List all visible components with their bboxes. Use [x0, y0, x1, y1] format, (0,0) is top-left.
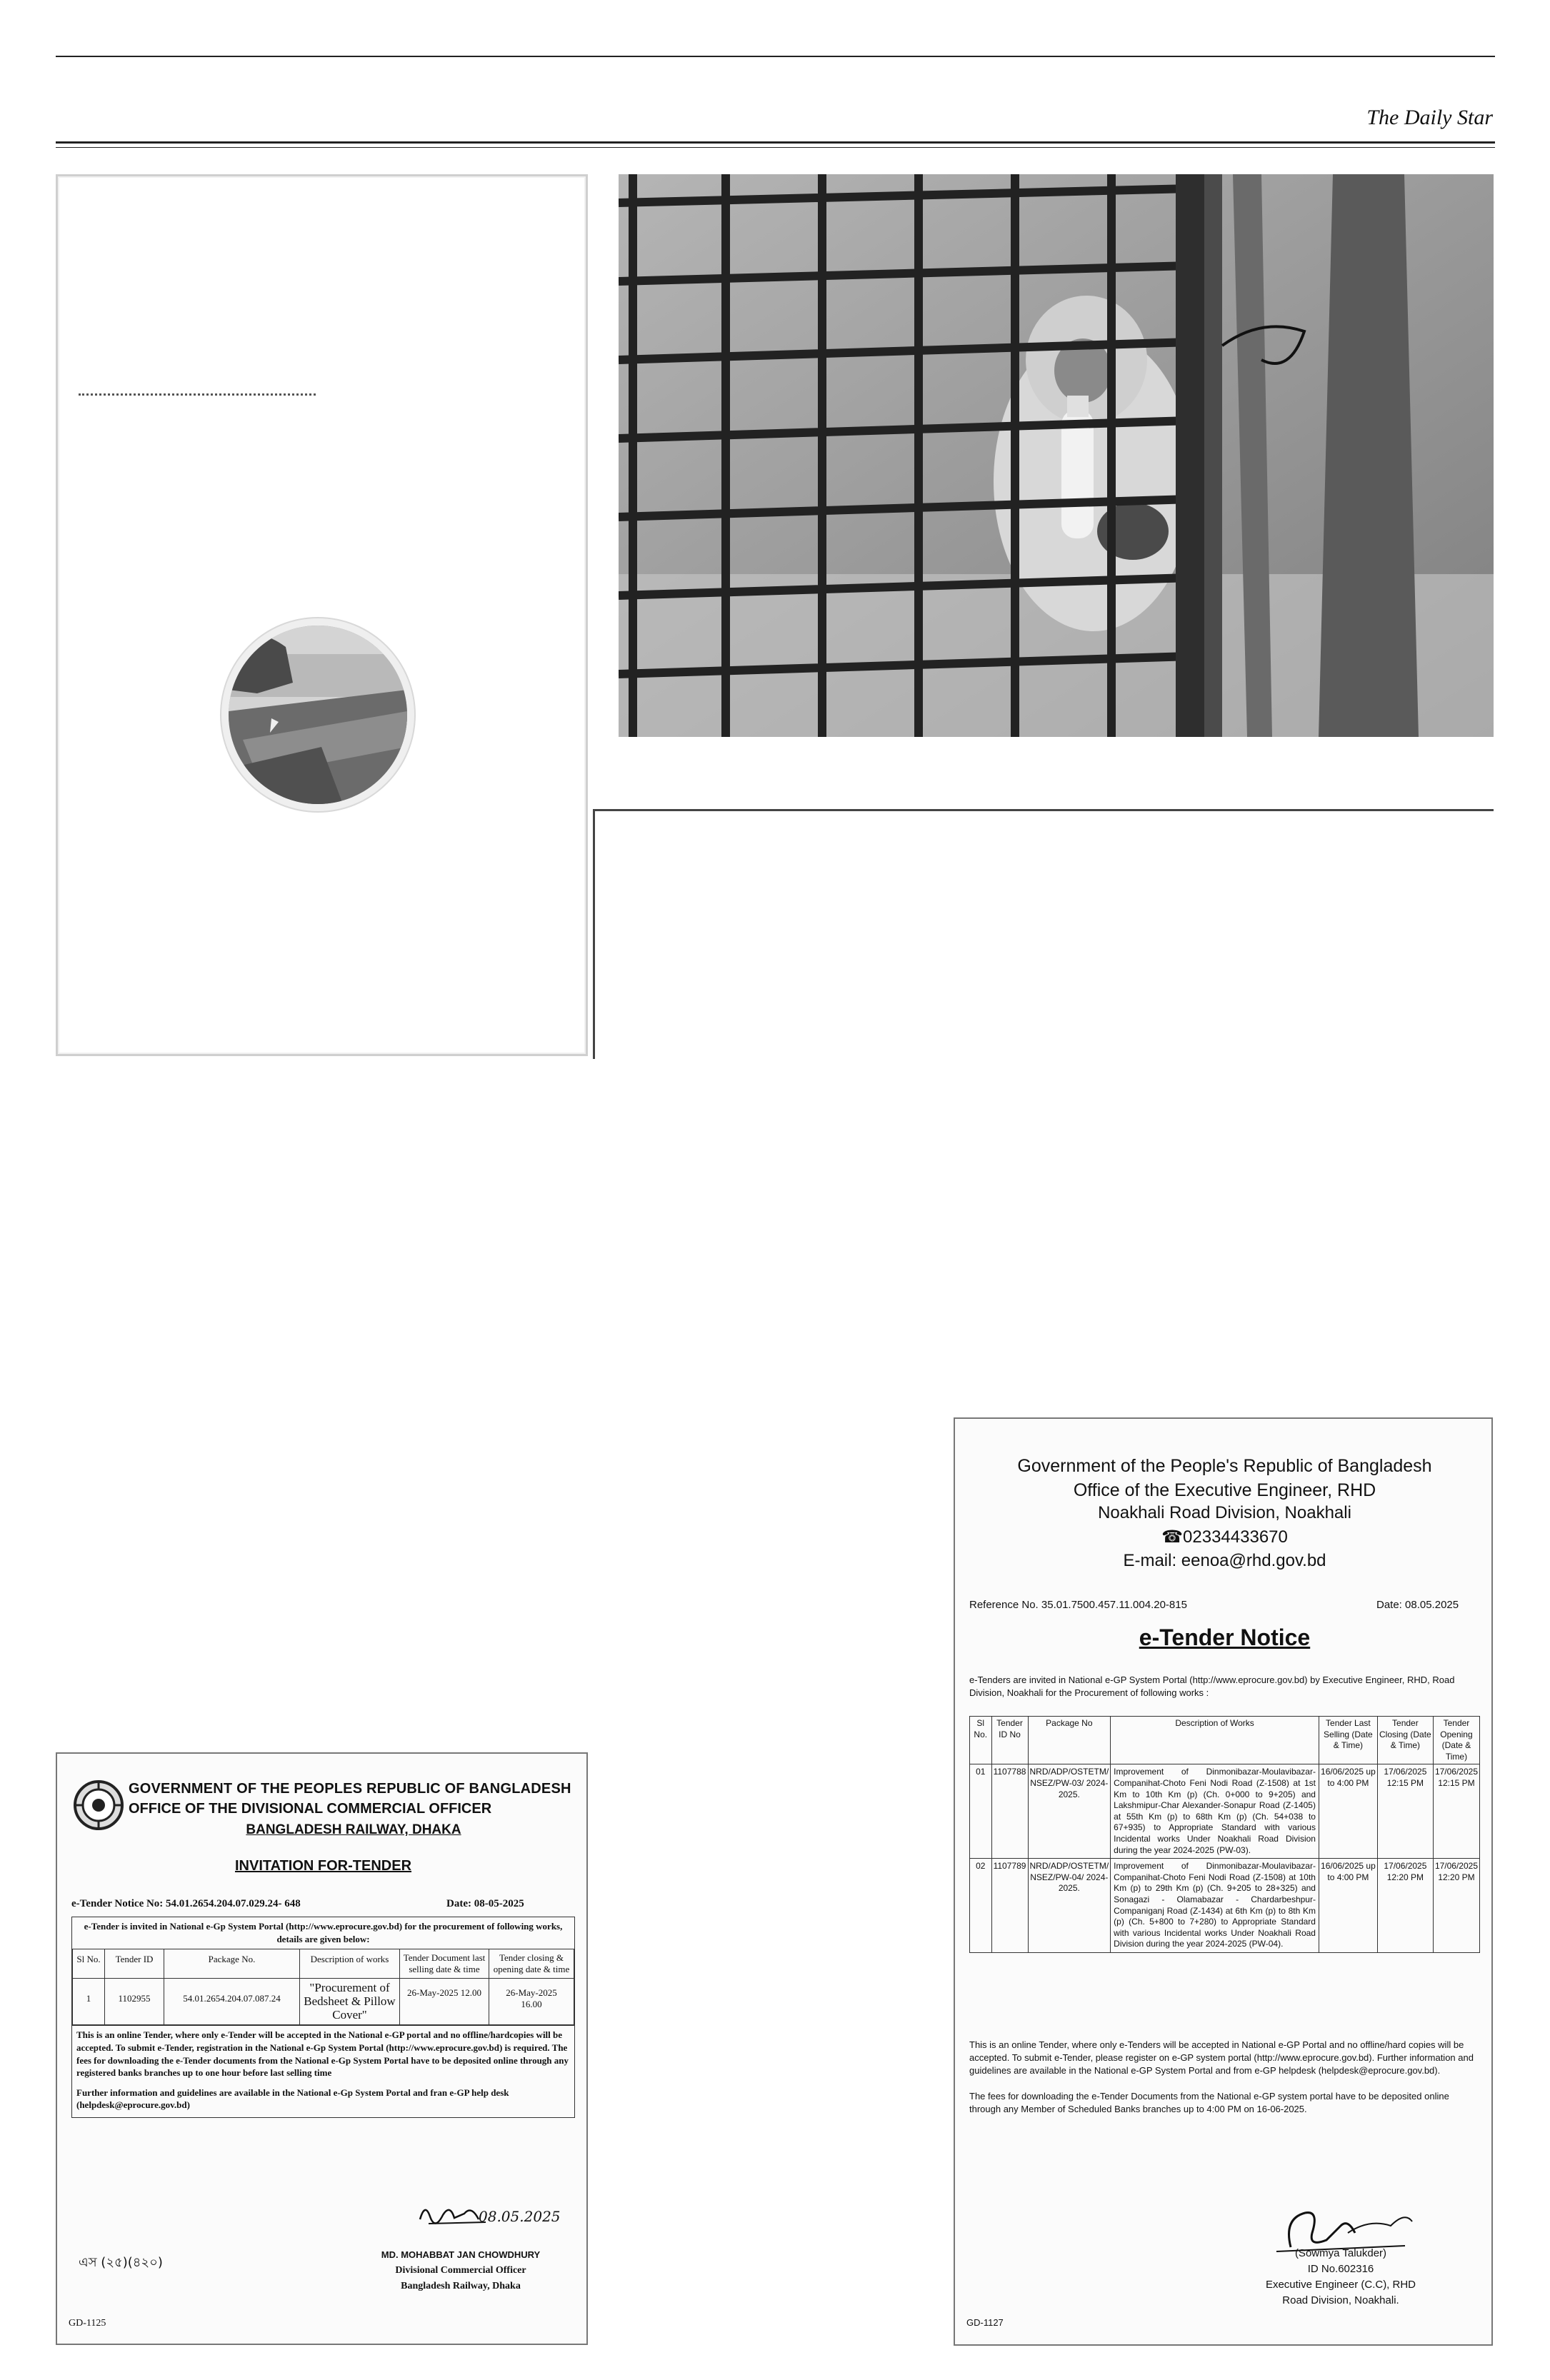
- rhd-gd-code: GD-1127: [966, 2317, 1004, 2328]
- railway-notice-date: Date: 08-05-2025: [446, 1898, 524, 1909]
- table-cell: 1: [73, 1979, 105, 2025]
- railway-intro: e-Tender is invited in National e-Gp System Portal (http://www.eprocure.gov.bd) for the procurement of following works, details are given below:: [84, 1921, 563, 1945]
- table-cell: 17/06/2025 12:15 PM: [1433, 1764, 1479, 1859]
- table-cell: 1102955: [105, 1979, 164, 2025]
- railway-para-online: This is an online Tender, where only e-Tender will be accepted in the National e-GP portal and no offline/hardcopies will be accepted. To submit e-Tender, registration in the National e-Gp System Portal (http://www.eprocure.gov.bd) is required. The fees for downloading the e-Tender documents from the National e-Gp System Portal have to be deposited online through any registered banks branches up to one hour before last selling time: [72, 2025, 574, 2082]
- rhd-signer-name: (Sowmya Talukder): [1294, 2247, 1387, 2259]
- railway-emblem-icon: [73, 1779, 124, 1831]
- railway-tender-notice: [56, 1752, 588, 2345]
- table-header-row: [970, 1717, 1480, 1764]
- masthead-rule: [56, 141, 1495, 144]
- railway-header-line1: GOVERNMENT OF THE PEOPLES REPUBLIC OF BANGLADESH: [129, 1781, 571, 1797]
- rhd-para-online: This is an online Tender, where only e-Tenders will be accepted in National e-GP Portal and no offline/hard copies will be accepted. To submit e-Tender, please register on e-GP system portal (http://www.eprocure.gov.bd). Further information and guidelines are available in the National e-GP System Portal and from e-GP helpdesk (helpdesk@eprocure.gov.bd).: [969, 2039, 1474, 2077]
- table-cell: 1107788: [991, 1764, 1028, 1859]
- table-cell: NRD/ADP/OSTETM/ NSEZ/PW-04/ 2024-2025.: [1028, 1859, 1111, 1953]
- railway-tender-box: [71, 1917, 575, 2118]
- rhd-header-line1: Government of the People's Republic of Bangladesh: [1017, 1456, 1432, 1476]
- railway-tender-table: [72, 1949, 574, 2025]
- table-cell: 54.01.2654.204.07.087.24: [164, 1979, 300, 2025]
- rhd-intro: e-Tenders are invited in National e-GP System Portal (http://www.eprocure.gov.bd) by Executive Engineer, RHD, Road Division, Noakhali for the Procurement of following works :: [969, 1674, 1455, 1698]
- table-header: Package No: [1028, 1717, 1111, 1764]
- table-header-row: [73, 1949, 574, 1979]
- rhd-notice-title: e-Tender Notice: [1139, 1625, 1311, 1650]
- railway-para-guidelines: Further information and guidelines are available in the National e-Gp System Portal and fran e-GP help desk (helpdesk@eprocure.gov.bd): [76, 2087, 509, 2111]
- article-box: [56, 174, 588, 1056]
- rhd-para-fees: The fees for downloading the e-Tender Documents from the National e-GP system portal have to be deposited online through any Member of Scheduled Banks branches up to 4:00 PM on 16-06-2025.: [969, 2091, 1449, 2115]
- railway-signature-date: 08.05.2025: [479, 2208, 561, 2225]
- masthead-rule-thin: [56, 147, 1495, 148]
- table-cell: 26-May-2025 12.00: [400, 1979, 489, 2025]
- table-cell: 26-May-2025 16.00: [489, 1979, 574, 2025]
- table-cell: 1107789: [991, 1859, 1028, 1953]
- table-cell: Improvement of Dinmonibazar-Moulavibazar-Companihat-Choto Feni Nodi Road (Z-1508) at 10th Km (p) to 29th Km (p) (Ch. 9+205 to 28+325) and Sonagazi - Olamabazar - Chardarbeshpur-Companiganj Road (Z-1434) at 6th Km (p) to 8th Km (p) (Ch. 5+800 to 7+280) to Appropriate Standard with various Incidental works Under Noakhali Road Division during the year 2024-2025 (PW-04).: [1111, 1859, 1319, 1953]
- table-header: Tender Closing (Date & Time): [1377, 1717, 1433, 1764]
- rhd-phone: ☎02334433670: [1161, 1527, 1288, 1547]
- rhd-header-line2: Office of the Executive Engineer, RHD: [1073, 1480, 1376, 1500]
- riverbank-erosion-photo: [221, 618, 414, 811]
- table-header: Package No.: [164, 1949, 300, 1979]
- rhd-signer-office: Road Division, Noakhali.: [1282, 2294, 1399, 2306]
- table-header: Sl No.: [970, 1717, 992, 1764]
- table-cell: 17/06/2025 12:15 PM: [1377, 1764, 1433, 1859]
- table-cell: 16/06/2025 up to 4:00 PM: [1319, 1859, 1377, 1953]
- table-header: Description of works: [300, 1949, 400, 1979]
- rhd-signer-title: Executive Engineer (C.C), RHD: [1265, 2279, 1416, 2291]
- rhd-tender-table: [969, 1716, 1480, 1953]
- rhd-tender-notice: [954, 1417, 1493, 2346]
- railway-notice-number: e-Tender Notice No: 54.01.2654.204.07.029.24- 648: [71, 1898, 301, 1909]
- table-header: Tender closing & opening date & time: [489, 1949, 574, 1979]
- monkey-behind-bars-photo: [619, 174, 1494, 737]
- rhd-header-line3: Noakhali Road Division, Noakhali: [1098, 1503, 1351, 1522]
- railway-signer-name: MD. MOHABBAT JAN CHOWDHURY: [381, 2249, 541, 2260]
- rhd-reference: Reference No. 35.01.7500.457.11.004.20-815: [969, 1599, 1187, 1611]
- article-box-2: [593, 809, 1494, 1059]
- dotted-divider: [79, 393, 316, 396]
- table-cell: "Procurement of Bedsheet & Pillow Cover": [300, 1979, 400, 2025]
- table-row: [73, 1979, 574, 2025]
- table-header: Tender Document last selling date & time: [400, 1949, 489, 1979]
- table-header: Tender Last Selling (Date & Time): [1319, 1717, 1377, 1764]
- table-cell: 17/06/2025 12:20 PM: [1377, 1859, 1433, 1953]
- table-cell: 16/06/2025 up to 4:00 PM: [1319, 1764, 1377, 1859]
- table-header: Tender ID: [105, 1949, 164, 1979]
- top-rule: [56, 56, 1495, 57]
- railway-notice-title: INVITATION FOR-TENDER: [234, 1858, 412, 1874]
- railway-signer-office: Bangladesh Railway, Dhaka: [401, 2281, 521, 2291]
- masthead-logo: The Daily Star: [1366, 106, 1493, 129]
- rhd-date: Date: 08.05.2025: [1376, 1599, 1459, 1611]
- table-row: [970, 1859, 1480, 1953]
- table-cell: NRD/ADP/OSTETM/ NSEZ/PW-03/ 2024-2025.: [1028, 1764, 1111, 1859]
- table-cell: 02: [970, 1859, 992, 1953]
- railway-bangla-code: এস (২৫)(৪২০): [79, 2255, 163, 2270]
- table-header: Description of Works: [1111, 1717, 1319, 1764]
- table-cell: 01: [970, 1764, 992, 1859]
- table-cell: Improvement of Dinmonibazar-Moulavibazar-Companihat-Choto Feni Nodi Road (Z-1508) at 1st Km to 10th Km (p) (Ch. 0+000 to 9+205) and Lakshmipur-Char Alexander-Sonapur Road (Z-1405) at 55th Km (p) to 68th Km (p) (Ch. 54+038 to 67+935) to Appropriate Standard with various Incidental works Under Noakhali Road Division during the year 2024-2025 (PW-03).: [1111, 1764, 1319, 1859]
- railway-header-line3: BANGLADESH RAILWAY, DHAKA: [246, 1822, 461, 1837]
- rhd-email: E-mail: eenoa@rhd.gov.bd: [1123, 1551, 1326, 1570]
- railway-signer-title: Divisional Commercial Officer: [395, 2265, 526, 2276]
- riverbank-erosion-illustration: [229, 626, 407, 804]
- table-header: Tender ID No: [991, 1717, 1028, 1764]
- monkey-photo-illustration: [619, 174, 1494, 737]
- rhd-signer-id: ID No.602316: [1307, 2263, 1374, 2275]
- railway-gd-code: GD-1125: [69, 2318, 106, 2329]
- railway-header-line2: OFFICE OF THE DIVISIONAL COMMERCIAL OFFICER: [129, 1801, 492, 1817]
- table-cell: 17/06/2025 12:20 PM: [1433, 1859, 1479, 1953]
- table-header: Tender Opening (Date & Time): [1433, 1717, 1479, 1764]
- table-header: Sl No.: [73, 1949, 105, 1979]
- table-row: [970, 1764, 1480, 1859]
